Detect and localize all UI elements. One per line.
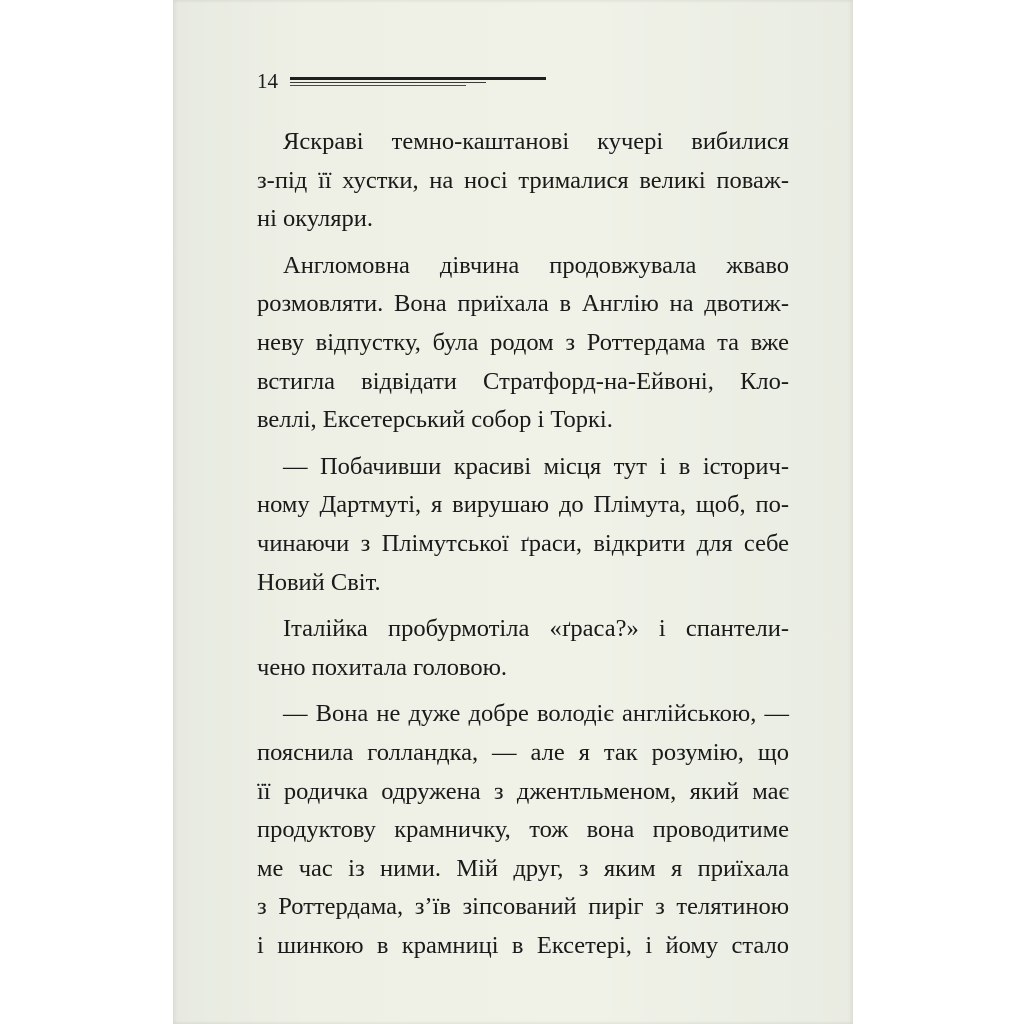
text-line: з-під її хустки, на носі трималися великі поваж- bbox=[257, 166, 789, 194]
header-rule bbox=[290, 77, 546, 86]
paragraph bbox=[257, 247, 789, 440]
paragraph bbox=[257, 123, 789, 239]
text-line: — Побачивши красиві місця тут і в історич- bbox=[283, 452, 789, 480]
book-page bbox=[173, 0, 853, 1024]
text-line: ному Дартмуті, я вирушаю до Плімута, щоб, по- bbox=[257, 491, 789, 519]
text-line: ме час із ними. Мій друг, з яким я приїхала bbox=[257, 854, 789, 882]
text-line: — Вона не дуже добре володіє англійською, — bbox=[283, 700, 789, 728]
text-line: Англомовна дівчина продовжувала жваво bbox=[283, 251, 789, 279]
text-line: розмовляти. Вона приїхала в Англію на двотиж- bbox=[257, 290, 789, 318]
text-line: Яскраві темно-каштанові кучері вибилися bbox=[283, 128, 789, 155]
text-line: з Роттердама, з’їв зіпсований пиріг з телятиною bbox=[257, 893, 789, 921]
text-line: пояснила голландка, — але я так розумію, що bbox=[257, 738, 789, 766]
page-number: 14 bbox=[257, 68, 278, 93]
body-text bbox=[257, 123, 789, 973]
text-line: її родичка одружена з джентльменом, який має bbox=[257, 777, 789, 805]
text-line: чинаючи з Плімутської ґраси, відкрити для себе bbox=[257, 529, 789, 557]
text-line: Італійка пробурмотіла «ґраса?» і спантели- bbox=[283, 615, 789, 643]
text-line: і шинкою в крамниці в Ексетері, і йому стало bbox=[257, 931, 789, 959]
running-header bbox=[257, 66, 546, 96]
paragraph bbox=[257, 695, 789, 965]
text-line: неву відпустку, була родом з Роттердама та вже bbox=[257, 328, 789, 356]
paragraph bbox=[257, 448, 789, 602]
text-line: продуктову крамничку, тож вона проводитиме bbox=[257, 816, 789, 844]
paragraph bbox=[257, 610, 789, 687]
text-line: ні окуляри. bbox=[257, 205, 374, 233]
text-line: чено похитала головою. bbox=[257, 653, 508, 681]
text-line: Новий Світ. bbox=[257, 568, 381, 596]
text-line: веллі, Ексетерський собор і Торкі. bbox=[257, 406, 613, 434]
text-line: встигла відвідати Стратфорд-на-Ейвоні, Кло- bbox=[257, 367, 789, 395]
